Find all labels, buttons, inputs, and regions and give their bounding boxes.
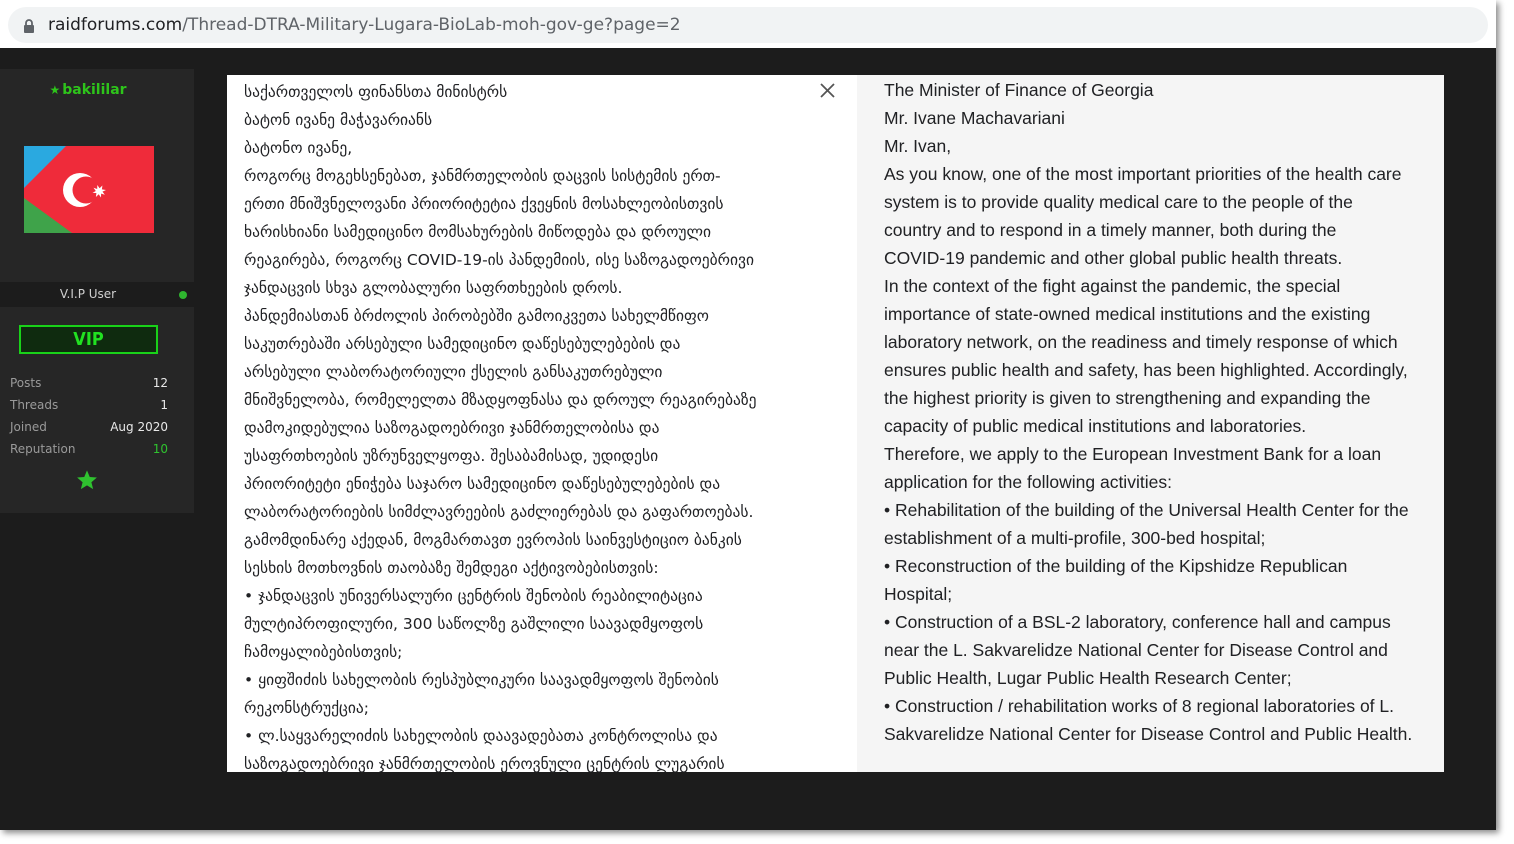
stat-value: Aug 2020 — [110, 420, 168, 434]
document-line: საზოგადოებრივი ჯანმრთელობის ეროვნული ცენტრის ლუგარის — [244, 755, 725, 772]
document-line: უსაფრთხოების უზრუნველყოფა. შესაბამისად, უდიდესი — [244, 447, 659, 465]
user-rank-bar — [0, 282, 194, 307]
translation-line: the highest priority is given to strengthening and expanding the — [884, 388, 1371, 408]
username-text: bakililar — [62, 82, 127, 98]
stat-threads — [10, 396, 168, 418]
stat-value: 12 — [152, 376, 168, 390]
document-line: გამომდინარე აქედან, მოგმართავთ ევროპის საინვესტიციო ბანკის — [244, 531, 742, 549]
document-line: საქართველოს ფინანსთა მინისტრს — [244, 83, 508, 101]
translation-line: country and to respond in a timely manner, both during the — [884, 220, 1337, 240]
url-text[interactable] — [48, 14, 681, 36]
browser-address-bar — [0, 0, 1496, 48]
azerbaijan-flag — [24, 146, 154, 233]
stat-posts — [10, 374, 168, 396]
document-line: ბატონ ივანე მაჭავარიანს — [244, 111, 433, 129]
translation-line: system is to provide quality medical care to the people of the — [884, 192, 1353, 212]
url-path: /Thread-DTRA-Military-Lugara-BioLab-moh-gov-ge?page=2 — [182, 15, 681, 35]
translation-line: Sakvarelidze National Center for Disease Control and Public Health. — [884, 724, 1413, 744]
english-translation-pane — [857, 75, 1444, 772]
translation-line: Mr. Ivane Machavariani — [884, 108, 1065, 128]
document-image — [227, 75, 1444, 772]
translation-line: establishment of a multi-profile, 300-bed hospital; — [884, 528, 1266, 548]
translation-line: near the L. Sakvarelidze National Center for Disease Control and — [884, 640, 1388, 660]
stat-value: 10 — [152, 442, 168, 456]
translation-line: application for the following activities: — [884, 472, 1172, 492]
georgian-text-pane — [227, 75, 857, 772]
stat-label: Posts — [10, 376, 42, 390]
user-profile-sidebar — [0, 69, 194, 513]
stat-joined — [10, 418, 168, 440]
document-line: პრიორიტეტი ენიჭება საჯარო სამედიცინო დაწესებულებების და — [244, 475, 721, 493]
translation-line: Public Health, Lugar Public Health Research Center; — [884, 668, 1292, 688]
document-line: • ჯანდაცვის უნივერსალური ცენტრის შენობის რეაბილიტაცია — [244, 587, 703, 605]
star-icon — [76, 469, 98, 491]
document-line: სესხის მოთხოვნის თაობაზე შემდეგი აქტივობებისთვის: — [244, 559, 659, 577]
translation-line: laboratory network, on the readiness and timely response of which — [884, 332, 1398, 352]
translation-line: As you know, one of the most important priorities of the health care — [884, 164, 1402, 184]
stat-label: Joined — [10, 420, 47, 434]
lock-icon[interactable] — [22, 18, 36, 34]
user-stats — [10, 374, 168, 462]
close-icon[interactable] — [819, 82, 836, 99]
username-link[interactable] — [0, 82, 176, 98]
vip-badge: VIP — [19, 325, 158, 354]
document-line: • ლ.საყვარელიძის სახელობის დაავადებათა კონტროლისა და — [244, 727, 718, 745]
online-status-indicator — [179, 291, 187, 299]
translation-line: In the context of the fight against the pandemic, the special — [884, 276, 1341, 296]
document-line: • ყიფშიძის სახელობის რესპუბლიკური საავადმყოფოს შენობის — [244, 671, 719, 689]
document-line: რეაგირება, როგორც COVID-19-ის პანდემიის, ისე საზოგადოებრივი — [244, 251, 754, 269]
stat-label: Reputation — [10, 442, 76, 456]
translation-line: • Rehabilitation of the building of the Universal Health Center for the — [884, 500, 1409, 520]
document-line: საკუთრებაში არსებული სამედიცინო დაწესებულებების და — [244, 335, 681, 353]
document-line: მნიშვნელობა, რომელელთა მზადყოფნასა და დროულ რეაგირებაზე — [244, 391, 757, 409]
translation-line: The Minister of Finance of Georgia — [884, 80, 1154, 100]
translation-line: COVID-19 pandemic and other global public health threats. — [884, 248, 1343, 268]
document-line: ჯანდაცვის სხვა გლობალური საფრთხეების დროს. — [244, 279, 623, 297]
stat-value: 1 — [160, 398, 168, 412]
translation-line: • Construction / rehabilitation works of 8 regional laboratories of L. — [884, 696, 1395, 716]
document-line: ხარისხიანი სამედიცინო მომსახურების მიწოდება და დროული — [244, 223, 712, 241]
document-line: დამოკიდებულია საზოგადოებრივი ჯანმრთელობისა და — [244, 419, 660, 437]
translation-line: ensures public health and safety, has been highlighted. Accordingly, — [884, 360, 1408, 380]
document-line: ერთი მნიშვნელოვანი პრიორიტეტია ქვეყნის მოსახლეობისთვის — [244, 195, 724, 213]
document-line: არსებული ლაბორატორიული ქსელის განსაკუთრებული — [244, 363, 663, 381]
translation-line: importance of state-owned medical institutions and the existing — [884, 304, 1371, 324]
url-domain: raidforums.com — [48, 15, 183, 35]
translation-line: Therefore, we apply to the European Investment Bank for a loan — [884, 444, 1382, 464]
translation-line: • Reconstruction of the building of the Kipshidze Republican — [884, 556, 1348, 576]
document-line: რეკონსტრუქცია; — [244, 699, 369, 717]
star-icon: ★ — [49, 83, 61, 97]
document-line: პანდემიასთან ბრძოლის პირობებში გამოიკვეთა სახელმწიფო — [244, 307, 709, 325]
translation-line: Hospital; — [884, 584, 953, 604]
document-line: ლაბორატორიების სიმძლავრეების გაძლიერებას და გაფართოებას. — [244, 503, 754, 521]
stat-reputation[interactable] — [10, 440, 168, 462]
translation-line: Mr. Ivan, — [884, 136, 952, 156]
document-line: მულტიპროფილური, 300 საწოლზე გაშლილი საავადმყოფოს — [244, 615, 704, 633]
user-rank: V.I.P User — [59, 287, 117, 301]
document-line: ბატონო ივანე, — [244, 139, 353, 157]
stat-label: Threads — [10, 398, 59, 412]
translation-line: capacity of public medical institutions and laboratories. — [884, 416, 1307, 436]
translation-line: • Construction of a BSL-2 laboratory, conference hall and campus — [884, 612, 1391, 632]
document-line: ჩამოყალიბებისთვის; — [244, 643, 403, 661]
document-line: როგორც მოგეხსენებათ, ჯანმრთელობის დაცვის სისტემის ერთ- — [244, 167, 721, 185]
